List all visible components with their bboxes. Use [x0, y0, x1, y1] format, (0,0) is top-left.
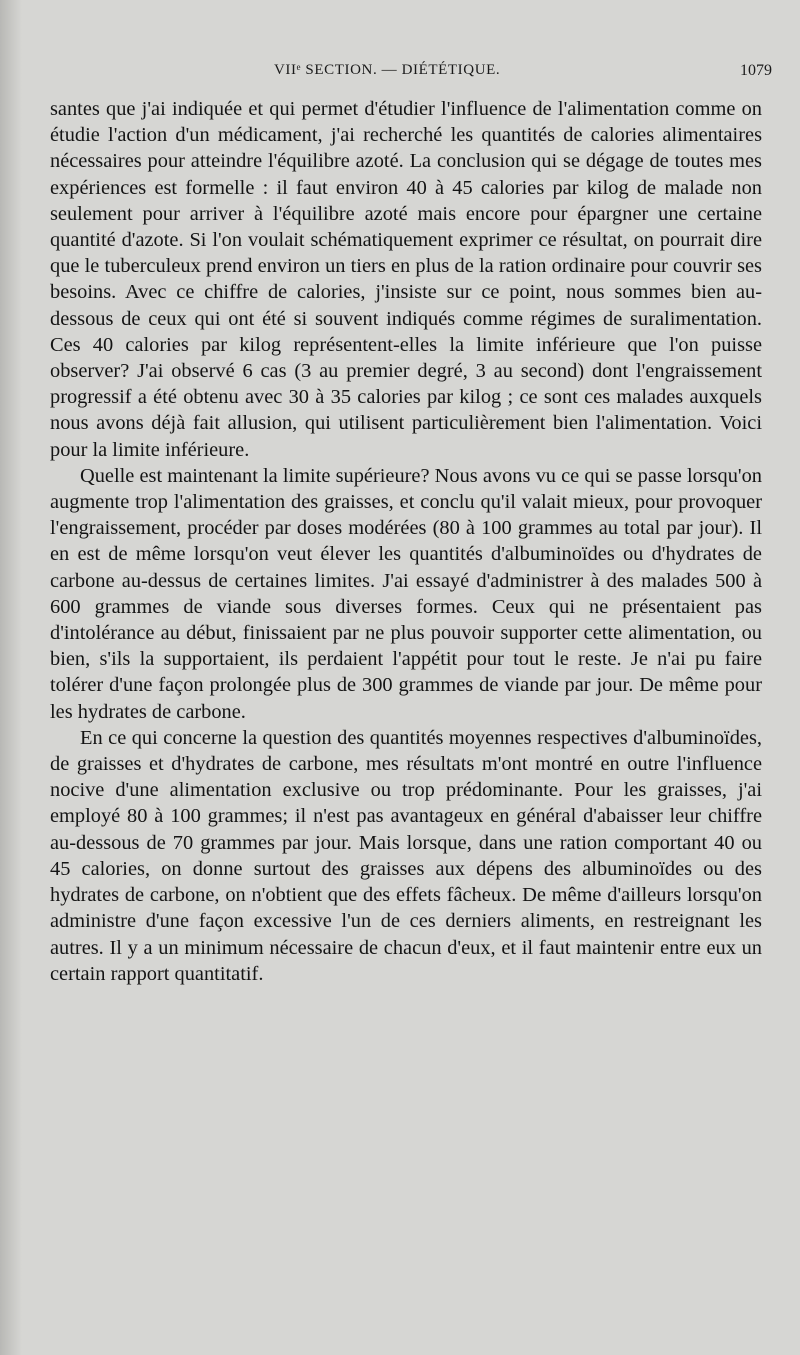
- running-head: VIIᵉ SECTION. — DIÉTÉTIQUE.: [274, 62, 501, 78]
- body-text: [50, 96, 762, 987]
- page-number: 1079: [740, 62, 772, 79]
- paragraph-respective-quantities: En ce qui concerne la question des quantités moyennes respectives d'albuminoïdes, de graisses et d'hydrates de carbone, mes résultats m'ont montré en outre l'influence nocive d'une alimentation exclusive ou trop prédominante. Pour les graisses, j'ai employé 80 à 100 grammes; il n'est pas avantageux en général d'abaisser leur chiffre au-dessous de 70 grammes par jour. Mais lorsque, dans une ration comportant 40 ou 45 calories, on donne surtout des graisses aux dépens des albuminoïdes ou des hydrates de carbone, on n'obtient que des effets fâcheux. De même d'ailleurs lorsqu'on administre d'une façon excessive l'un de ces derniers aliments, en restreignant les autres. Il y a un minimum nécessaire de chacun d'eux, et il faut maintenir entre eux un certain rapport quantitatif.: [50, 726, 762, 985]
- paragraph-continuation: santes que j'ai indiquée et qui permet d'étudier l'influence de l'alimentation comme on étudie l'action d'un médicament, j'ai recherché les quantités de calories alimentaires nécessaires pour atteindre l'équilibre azoté. La conclusion qui se dégage de toutes mes expériences est formelle : il faut environ 40 à 45 calories par kilog de malade non seulement pour arriver à l'équilibre azoté mais encore pour épargner une certaine quantité d'azote. Si l'on voulait schématiquement exprimer ce résultat, on pourrait dire que le tuberculeux prend environ un tiers en plus de la ration ordinaire pour couvrir ses besoins. Avec ce chiffre de calories, j'insiste sur ce point, nous sommes bien au-dessous de ceux qui ont été si souvent indiqués comme régimes de suralimentation. Ces 40 calories par kilog représentent-elles la limite inférieure que l'on puisse observer? J'ai observé 6 cas (3 au premier degré, 3 au second) dont l'engraissement progressif a été obtenu avec 30 à 35 calories par kilog ; ce sont ces malades auxquels nous avons déjà fait allusion, qui utilisent particulièrement bien l'alimentation. Voici pour la limite inférieure.: [50, 98, 762, 461]
- page-gutter-shadow: [0, 0, 22, 1355]
- paragraph-upper-limit: Quelle est maintenant la limite supérieure? Nous avons vu ce qui se passe lorsqu'on augmente trop l'alimentation des graisses, et conclu qu'il valait mieux, pour provoquer l'engraissement, procéder par doses modérées (80 à 100 grammes au total par jour). Il en est de même lorsqu'on veut élever les quantités d'albuminoïdes ou d'hydrates de carbone au-dessus de certaines limites. J'ai essayé d'administrer à des malades 500 à 600 grammes de viande sous diverses formes. Ceux qui ne présentaient pas d'intolérance au début, finissaient par ne plus pouvoir supporter cette alimentation, ou bien, s'ils la supportaient, ils perdaient l'appétit pour tout le reste. Je n'ai pu faire tolérer d'une façon prolongée plus de 300 grammes de viande par jour. De même pour les hydrates de carbone.: [50, 464, 762, 723]
- page-header: [0, 62, 800, 86]
